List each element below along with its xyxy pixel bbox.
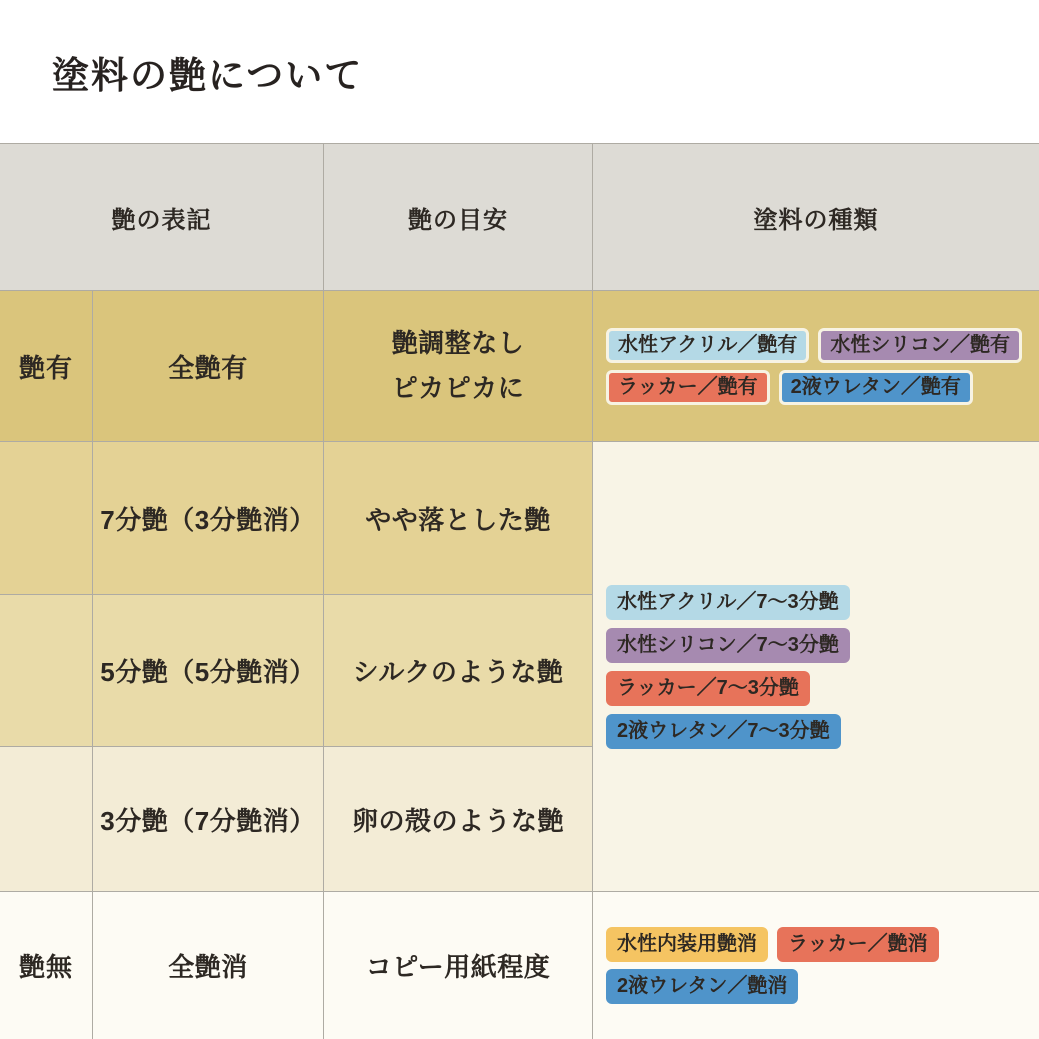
paint-badge: ラッカー／7〜3分艶 [606,671,810,706]
paints-cell-mid-gloss [593,442,1039,891]
paint-badge: 水性シリコン／艶有 [818,328,1022,363]
cell-guide-full-gloss [324,291,592,441]
cell-notation-gloss30: 3分艶（7分艶消） [93,747,323,891]
paint-badge: 水性アクリル／艶有 [606,328,809,363]
cell-empty [0,595,92,746]
paint-badge: 2液ウレタン／艶有 [779,370,973,405]
cell-notation-full-gloss: 全艶有 [93,291,323,441]
paints-cell-matte [593,892,1039,1039]
cell-gloss-category-full: 艶有 [0,291,92,441]
cell-guide-gloss50: シルクのような艶 [324,595,592,746]
paint-badge: 2液ウレタン／7〜3分艶 [606,714,841,749]
guide-line-2: ピカピカに [391,373,525,403]
cell-empty [0,747,92,891]
page-title: 塗料の艶について [52,54,364,96]
badge-row [606,370,973,405]
header-cell-paints: 塗料の種類 [593,144,1039,290]
cell-notation-matte: 全艶消 [93,892,323,1039]
paint-badge: 2液ウレタン／艶消 [606,969,798,1004]
paint-badge: 水性内装用艶消 [606,927,768,962]
paint-badge: ラッカー／艶消 [777,927,939,962]
cell-gloss-category-matte: 艶無 [0,892,92,1039]
cell-guide-matte: コピー用紙程度 [324,892,592,1039]
paint-badge: 水性シリコン／7〜3分艶 [606,628,850,663]
guide-line-1: 艶調整なし [391,328,525,359]
cell-notation-gloss70: 7分艶（3分艶消） [93,442,323,594]
cell-guide-gloss70: やや落とした艶 [324,442,592,594]
paints-cell-full-gloss [593,291,1039,441]
badge-row [606,328,1022,363]
paint-badge: ラッカー／艶有 [606,370,770,405]
cell-notation-gloss50: 5分艶（5分艶消） [93,595,323,746]
paint-badge: 水性アクリル／7〜3分艶 [606,585,850,620]
title-bar [0,0,1039,143]
cell-empty [0,442,92,594]
header-cell-guide: 艶の目安 [324,144,592,290]
gloss-table [0,143,1039,1039]
header-cell-notation: 艶の表記 [0,144,323,290]
cell-guide-gloss30: 卵の殻のような艶 [324,747,592,891]
badge-row [606,969,798,1004]
badge-row [606,927,939,962]
